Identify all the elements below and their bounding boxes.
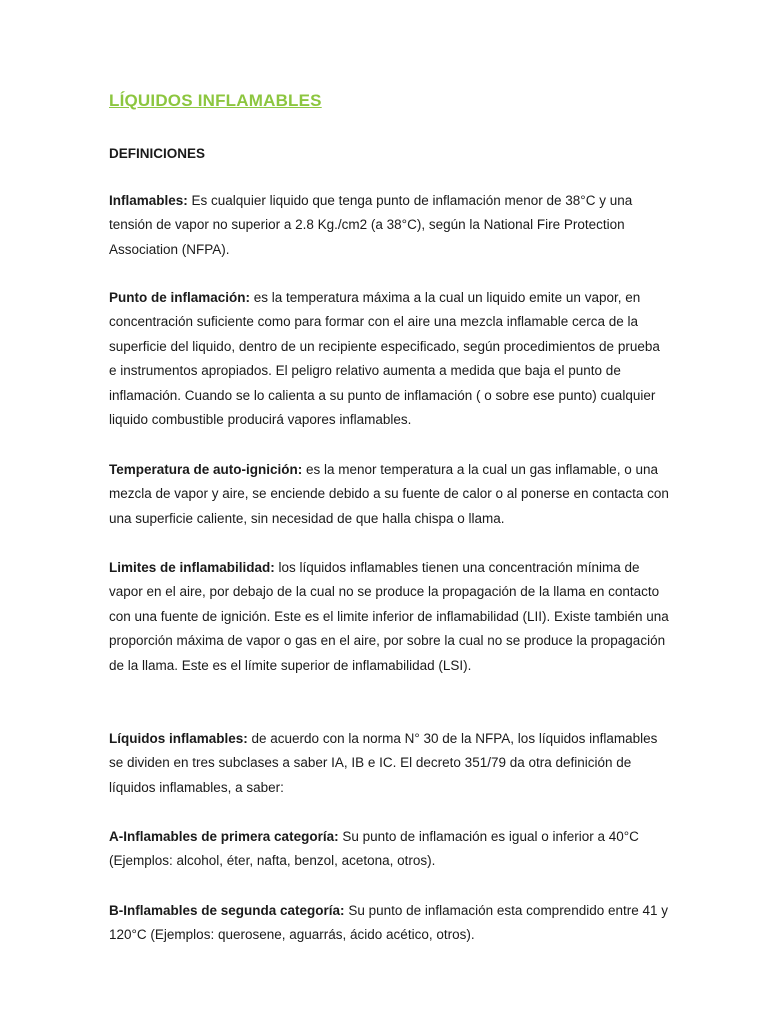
definition-text: Su punto de inflamación es igual o inferior a 40°C (Ejemplos: alcohol, éter, nafta, benzol, acetona, otros). bbox=[109, 829, 639, 869]
definition-text: los líquidos inflamables tienen una concentración mínima de vapor en el aire, por debajo de la cual no se produce la propagación de la llama en contacto con una fuente de ignición. Este es el limite inferior de inflamabilidad (LII). Existe también una proporción máxima de vapor o gas en el aire, por sobre la cual no se produce la propagación de la llama. Este es el límite superior de inflamabilidad (LSI). bbox=[109, 560, 669, 673]
definition-primera-categoria bbox=[109, 825, 669, 874]
definition-term: Punto de inflamación: bbox=[109, 290, 251, 305]
definition-term: Inflamables: bbox=[109, 193, 188, 208]
definition-term: B-Inflamables de segunda categoría: bbox=[109, 903, 345, 918]
definition-limites bbox=[109, 556, 669, 678]
definition-term: Limites de inflamabilidad: bbox=[109, 560, 275, 575]
definition-inflamables bbox=[109, 189, 669, 262]
definition-term: A-Inflamables de primera categoría: bbox=[109, 829, 339, 844]
definition-segunda-categoria bbox=[109, 899, 669, 948]
definition-text: Su punto de inflamación esta comprendido entre 41 y 120°C (Ejemplos: querosene, aguarrás, ácido acético, otros). bbox=[109, 903, 669, 943]
definition-punto-inflamacion bbox=[109, 286, 669, 432]
definition-term: Temperatura de auto-ignición: bbox=[109, 462, 303, 477]
definition-text: es la menor temperatura a la cual un gas inflamable, o una mezcla de vapor y aire, se enciende debido a su fuente de calor o al ponerse en contacta con una superficie caliente, sin necesidad de que halla chispa o llama. bbox=[109, 462, 669, 526]
document-title: LÍQUIDOS INFLAMABLES bbox=[109, 91, 322, 110]
definition-auto-ignicion bbox=[109, 458, 669, 531]
definition-liquidos-inflamables bbox=[109, 727, 669, 800]
section-heading: DEFINICIONES bbox=[109, 146, 206, 161]
definition-text: Es cualquier liquido que tenga punto de inflamación menor de 38°C y una tensión de vapor no superior a 2.8 Kg./cm2 (a 38°C), según la National Fire Protection Association (NFPA). bbox=[109, 193, 633, 257]
definition-text: es la temperatura máxima a la cual un liquido emite un vapor, en concentración suficiente como para formar con el aire una mezcla inflamable cerca de la superficie del liquido, dentro de un recipiente especificado, según procedimientos de prueba e instrumentos apropiados. El peligro relativo aumenta a medida que baja el punto de inflamación. Cuando se lo calienta a su punto de inflamación ( o sobre ese punto) cualquier liquido combustible producirá vapores inflamables. bbox=[109, 290, 660, 428]
definition-term: Líquidos inflamables: bbox=[109, 731, 248, 746]
definition-text: de acuerdo con la norma N° 30 de la NFPA, los líquidos inflamables se dividen en tres subclases a saber IA, IB e IC. El decreto 351/79 da otra definición de líquidos inflamables, a saber: bbox=[109, 731, 658, 795]
